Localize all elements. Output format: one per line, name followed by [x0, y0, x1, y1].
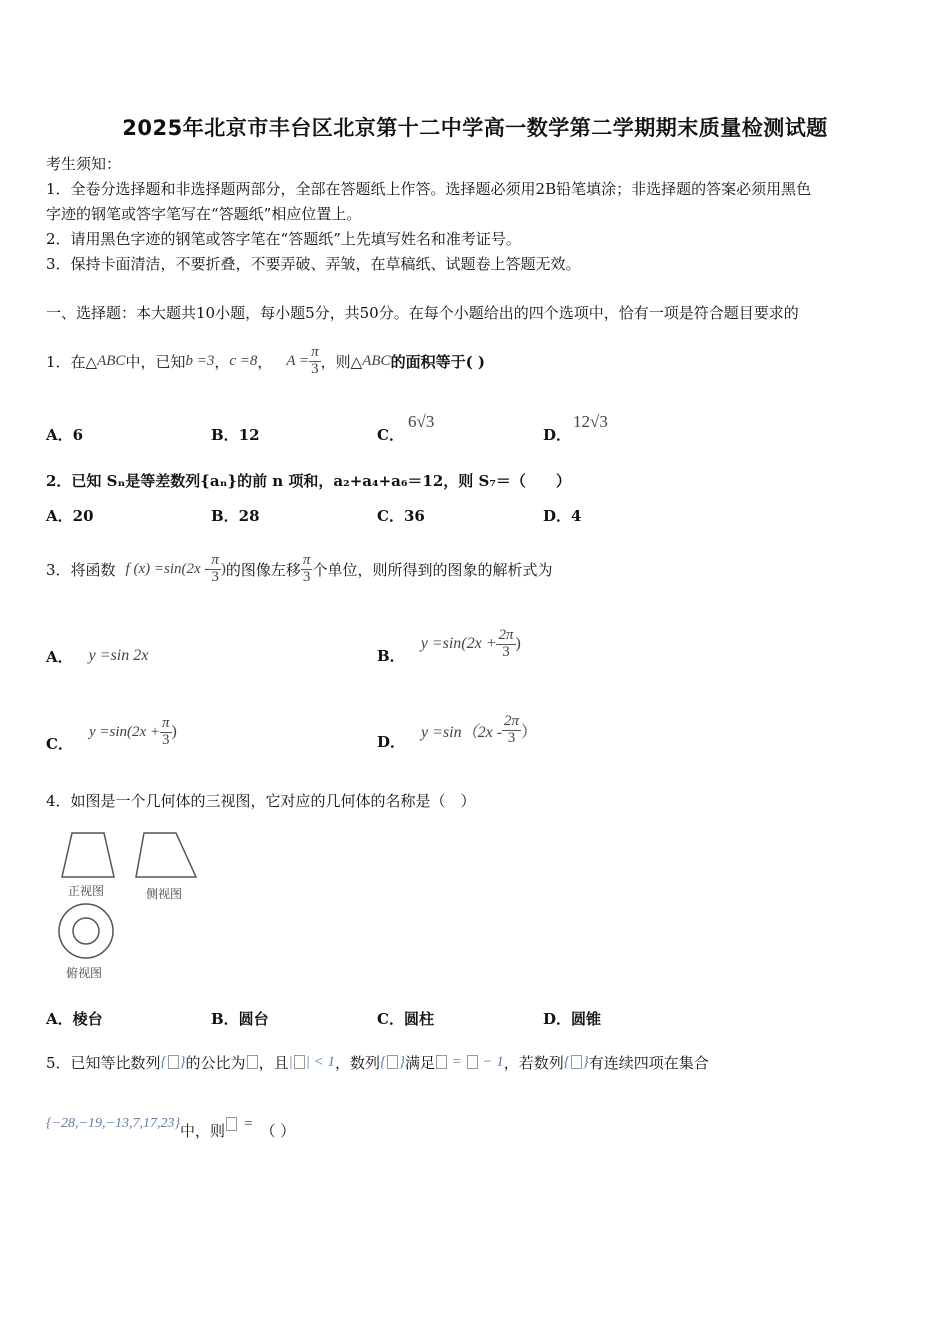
q1-text: ， — [214, 352, 230, 371]
q1-denominator: 3 — [311, 360, 319, 377]
q1-option-b[interactable] — [211, 424, 260, 445]
sequence-a-symbol: { } — [160, 1053, 186, 1070]
q1-text: 的面积等于( ) — [390, 352, 485, 371]
question-4: 4．如图是一个几何体的三视图，它对应的几何体的名称是（ ） — [46, 792, 476, 810]
q3-option-d[interactable] — [377, 706, 537, 754]
q1-math: b =3 — [185, 352, 215, 369]
q3-math: ) — [220, 560, 226, 577]
option-value: y =sin（2x - — [421, 723, 503, 741]
missing-glyph — [226, 1117, 237, 1131]
q4-option-b[interactable]: B．圆台 — [211, 1010, 269, 1028]
sequence-b-symbol: { } — [379, 1053, 405, 1070]
option-label: D． — [377, 732, 406, 751]
side-view-label: 侧视图 — [146, 887, 183, 901]
option-denominator: 3 — [162, 731, 170, 748]
option-value: y =sin(2x + — [420, 635, 497, 652]
q1-option-a[interactable] — [46, 424, 83, 445]
q1-option-c[interactable] — [377, 424, 404, 445]
option-label: A． — [46, 426, 73, 444]
q5-set: {−28,−19,−13,7,17,23} — [46, 1116, 181, 1131]
q5-text: 中，则 — [180, 1121, 226, 1140]
front-view-label: 正视图 — [68, 884, 105, 898]
option-label: B． — [211, 426, 239, 444]
q2-option-a[interactable]: A．20 — [46, 507, 94, 525]
option-value: 12 — [238, 426, 260, 444]
q5-text: 有连续四项在集合 — [588, 1053, 709, 1072]
q3-denominator: 3 — [302, 568, 311, 585]
question-1 — [46, 337, 485, 385]
q3-pi: π — [211, 551, 219, 568]
q1-option-c-value: 6√3 — [408, 412, 435, 431]
sequence-b-symbol: { } — [563, 1053, 589, 1070]
option-value: 6 — [72, 426, 84, 444]
q3-math: f (x) =sin(2x - — [125, 560, 210, 577]
option-label: C． — [377, 426, 404, 444]
q3-option-a[interactable] — [46, 636, 148, 676]
q1-text: 中，已知 — [125, 352, 186, 371]
option-value: ) — [515, 635, 521, 652]
q5-math: = — [244, 1115, 253, 1132]
q4-option-a[interactable]: A．棱台 — [46, 1010, 103, 1028]
option-label: C． — [46, 734, 73, 753]
option-value: ） — [521, 723, 538, 741]
q5-text: 的公比为 — [185, 1053, 246, 1072]
missing-glyph — [247, 1055, 258, 1069]
side-view-trapezoid — [136, 833, 196, 877]
q1-math: c =8 — [229, 352, 258, 369]
q5-math: < 1 — [313, 1053, 335, 1070]
q1-pi: π — [311, 343, 319, 360]
relation-symbol — [435, 1054, 504, 1071]
q5-math: = — [451, 1053, 462, 1070]
q3-option-b[interactable] — [377, 620, 521, 668]
q1-option-d[interactable] — [543, 424, 571, 445]
q2-option-c[interactable]: C．36 — [377, 507, 425, 525]
notice-item: 1．全卷分选择题和非选择题两部分，全部在答题纸上作答。选择题必须用2B铅笔填涂；非选择题的答案必须用黑色 — [46, 180, 812, 198]
page-title: 2025年北京市丰台区北京第十二中学高一数学第二学期期末质量检测试题 — [122, 116, 828, 140]
question-5 — [46, 1045, 709, 1079]
q5-text: （ ） — [260, 1121, 296, 1140]
q3-text: 3．将函数 — [46, 560, 116, 579]
q1-math: ABC — [362, 352, 391, 369]
q1-option-d-value: 12√3 — [573, 412, 608, 431]
q1-math: A = — [286, 352, 310, 369]
question-3 — [46, 544, 552, 594]
top-view-label: 俯视图 — [66, 966, 103, 980]
option-numerator: π — [162, 714, 170, 731]
q1-text: 1．在△ — [46, 352, 98, 371]
q5-text: ，且 — [258, 1053, 289, 1072]
q5-text: 5．已知等比数列 — [46, 1053, 161, 1072]
q1-text: ，则△ — [320, 352, 363, 371]
q1-math: ABC — [97, 352, 126, 369]
q5-text: ，数列 — [334, 1053, 380, 1072]
q3-denominator: 3 — [211, 568, 219, 585]
abs-q-symbol: | | < 1 — [288, 1053, 335, 1070]
top-view-outer-circle — [59, 904, 113, 958]
q3-text: 的图像左移 — [225, 560, 301, 579]
q2-option-b[interactable]: B．28 — [211, 507, 260, 525]
notice-item: 字迹的钢笔或答字笔写在“答题纸”相应位置上。 — [46, 205, 362, 223]
section-heading: 一、选择题：本大题共10小题，每小题5分，共50分。在每个小题给出的四个选项中，恰有一项是符合题目要求的 — [46, 304, 799, 322]
option-numerator: 2π — [498, 626, 514, 643]
q5-text: ，若数列 — [503, 1053, 564, 1072]
q3-option-c[interactable] — [46, 708, 177, 756]
notice-item: 3．保持卡面清洁，不要折叠，不要弄破、弄皱，在草稿纸、试题卷上答题无效。 — [46, 255, 581, 273]
option-denominator: 3 — [502, 643, 510, 660]
option-label: B． — [377, 646, 405, 665]
question-2: 2．已知 Sₙ是等差数列{aₙ}的前 n 项和，a₂+a₄+a₆＝12，则 S₇＝（ ） — [46, 472, 571, 490]
q4-option-c[interactable]: C．圆柱 — [377, 1010, 434, 1028]
q5-text: 满足 — [404, 1053, 435, 1072]
option-label: D． — [543, 426, 572, 444]
option-value: y =sin 2x — [88, 647, 149, 664]
top-view-inner-circle — [73, 918, 99, 944]
option-numerator: 2π — [504, 712, 520, 729]
notice-heading: 考生须知： — [46, 155, 122, 173]
option-label: A． — [46, 647, 73, 666]
q3-pi: π — [302, 551, 311, 568]
q5-math: − 1 — [482, 1053, 504, 1070]
q1-text: ， — [257, 352, 273, 371]
option-denominator: 3 — [507, 729, 516, 746]
notice-item: 2．请用黑色字迹的钢笔或答字笔在“答题纸”上先填写姓名和准考证号。 — [46, 230, 521, 248]
option-value: y =sin(2x + — [88, 723, 161, 740]
q4-option-d[interactable]: D．圆锥 — [543, 1010, 602, 1028]
q2-option-d[interactable]: D．4 — [543, 507, 582, 525]
question-5-continued — [46, 1112, 295, 1148]
option-value: ) — [171, 723, 177, 740]
front-view-trapezoid — [62, 833, 114, 877]
q3-text: 个单位，则所得到的图象的解析式为 — [312, 560, 553, 579]
